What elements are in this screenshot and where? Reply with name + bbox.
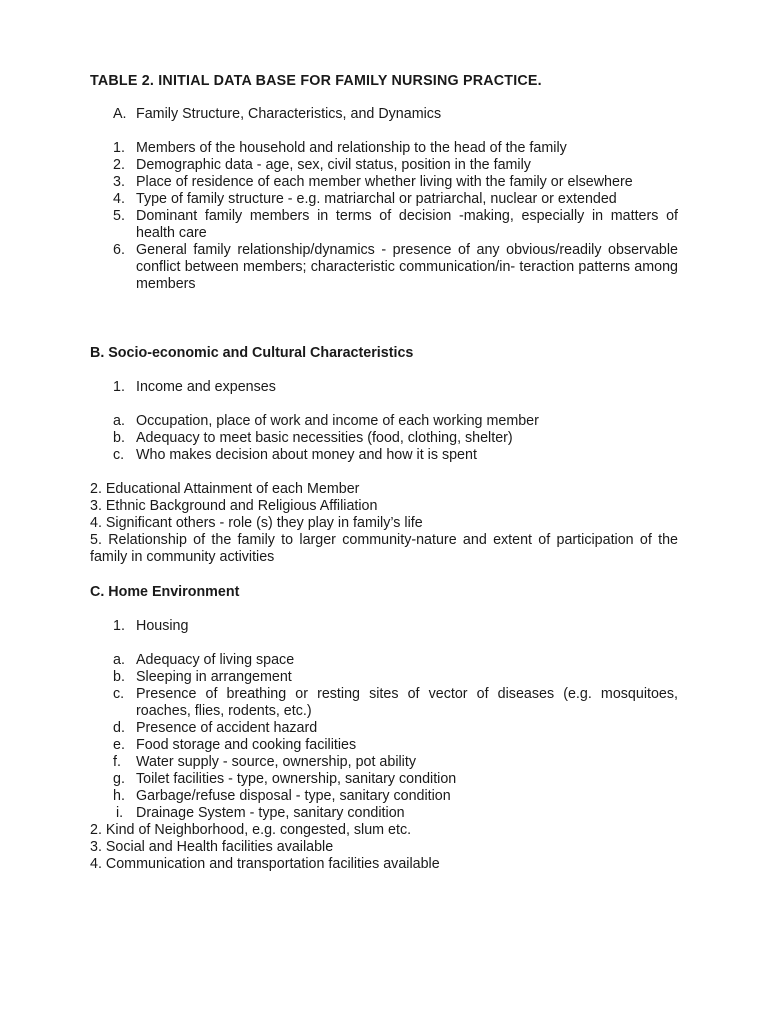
section-a-heading	[90, 106, 678, 123]
list-number: 2.	[113, 157, 125, 173]
paragraph-line: 3. Ethnic Background and Religious Affiliation	[90, 498, 378, 514]
list-number: 6.	[113, 242, 125, 258]
paragraph-line: 5. Relationship of the family to larger community-nature and extent of participation of the family in community activities	[90, 532, 678, 565]
list-text: Presence of breathing or resting sites of vector of diseases (e.g. mosquitoes, roaches, flies, rodents, etc.)	[136, 686, 678, 719]
list-text: Presence of accident hazard	[136, 720, 318, 736]
list-item	[90, 754, 678, 771]
list-text: Demographic data - age, sex, civil status, position in the family	[136, 157, 531, 173]
list-text: Place of residence of each member whether living with the family or elsewhere	[136, 174, 633, 190]
list-text: Garbage/refuse disposal - type, sanitary condition	[136, 788, 451, 804]
list-item	[90, 686, 678, 720]
section-b-heading: B. Socio-economic and Cultural Characteristics	[90, 345, 414, 361]
section-b-sub1-list	[90, 413, 678, 464]
list-text: Type of family structure - e.g. matriarchal or patriarchal, nuclear or extended	[136, 191, 617, 207]
list-number: 4.	[113, 191, 125, 207]
section-b-others	[90, 481, 678, 566]
paragraph-line: 4. Significant others - role (s) they play in family’s life	[90, 515, 423, 531]
list-number: 1.	[113, 379, 125, 395]
section-c-sub1	[90, 618, 678, 635]
paragraph-line: 3. Social and Health facilities available	[90, 839, 334, 855]
list-letter: b.	[113, 669, 125, 685]
table-title: TABLE 2. INITIAL DATA BASE FOR FAMILY NURSING PRACTICE.	[90, 73, 542, 89]
list-letter: i.	[116, 805, 124, 821]
list-text: Adequacy of living space	[136, 652, 295, 668]
list-number: 5.	[113, 208, 125, 224]
list-letter: a.	[113, 652, 125, 668]
section-a-title: Family Structure, Characteristics, and Dynamics	[136, 106, 442, 122]
list-item	[90, 805, 678, 822]
list-item	[90, 669, 678, 686]
list-number: 1.	[113, 618, 125, 634]
list-text: General family relationship/dynamics - presence of any obvious/readily observable conflict between members; characteristic communication/in- teraction patterns among members	[136, 242, 678, 292]
list-item	[90, 788, 678, 805]
list-text: Drainage System - type, sanitary condition	[136, 805, 405, 821]
list-text: Occupation, place of work and income of each working member	[136, 413, 539, 429]
list-letter: e.	[113, 737, 125, 753]
list-text: Members of the household and relationship to the head of the family	[136, 140, 567, 156]
paragraph-line: 4. Communication and transportation facilities available	[90, 856, 440, 872]
list-number: 1.	[113, 140, 125, 156]
list-item	[90, 430, 678, 447]
list-letter: c.	[113, 686, 125, 702]
list-text: Food storage and cooking facilities	[136, 737, 357, 753]
list-item	[90, 242, 678, 293]
list-letter: c.	[113, 447, 125, 463]
list-item	[90, 771, 678, 788]
section-a-marker: A.	[113, 106, 127, 122]
list-letter: h.	[113, 788, 125, 804]
list-item	[90, 191, 678, 208]
list-item	[90, 174, 678, 191]
list-letter: f.	[113, 754, 121, 770]
list-item	[90, 413, 678, 430]
list-number: 3.	[113, 174, 125, 190]
list-item	[90, 140, 678, 157]
list-text: Adequacy to meet basic necessities (food, clothing, shelter)	[136, 430, 513, 446]
section-c-sub1-list	[90, 652, 678, 873]
list-letter: b.	[113, 430, 125, 446]
list-letter: a.	[113, 413, 125, 429]
section-b-sub1	[90, 379, 678, 396]
paragraph-line: 2. Kind of Neighborhood, e.g. congested, slum etc.	[90, 822, 412, 838]
list-item	[90, 447, 678, 464]
list-item	[90, 720, 678, 737]
paragraph-line: 2. Educational Attainment of each Member	[90, 481, 360, 497]
list-text: Sleeping in arrangement	[136, 669, 292, 685]
list-text: Toilet facilities - type, ownership, sanitary condition	[136, 771, 457, 787]
list-text: Water supply - source, ownership, pot ability	[136, 754, 416, 770]
list-item	[90, 208, 678, 242]
section-a-list	[90, 140, 678, 293]
list-item	[90, 652, 678, 669]
list-text: Housing	[136, 618, 189, 634]
list-letter: g.	[113, 771, 125, 787]
list-item	[90, 737, 678, 754]
list-text: Dominant family members in terms of decision -making, especially in matters of health care	[136, 208, 678, 241]
list-text: Who makes decision about money and how it is spent	[136, 447, 477, 463]
section-c-heading: C. Home Environment	[90, 584, 240, 600]
list-text: Income and expenses	[136, 379, 276, 395]
list-letter: d.	[113, 720, 125, 736]
list-item	[90, 157, 678, 174]
